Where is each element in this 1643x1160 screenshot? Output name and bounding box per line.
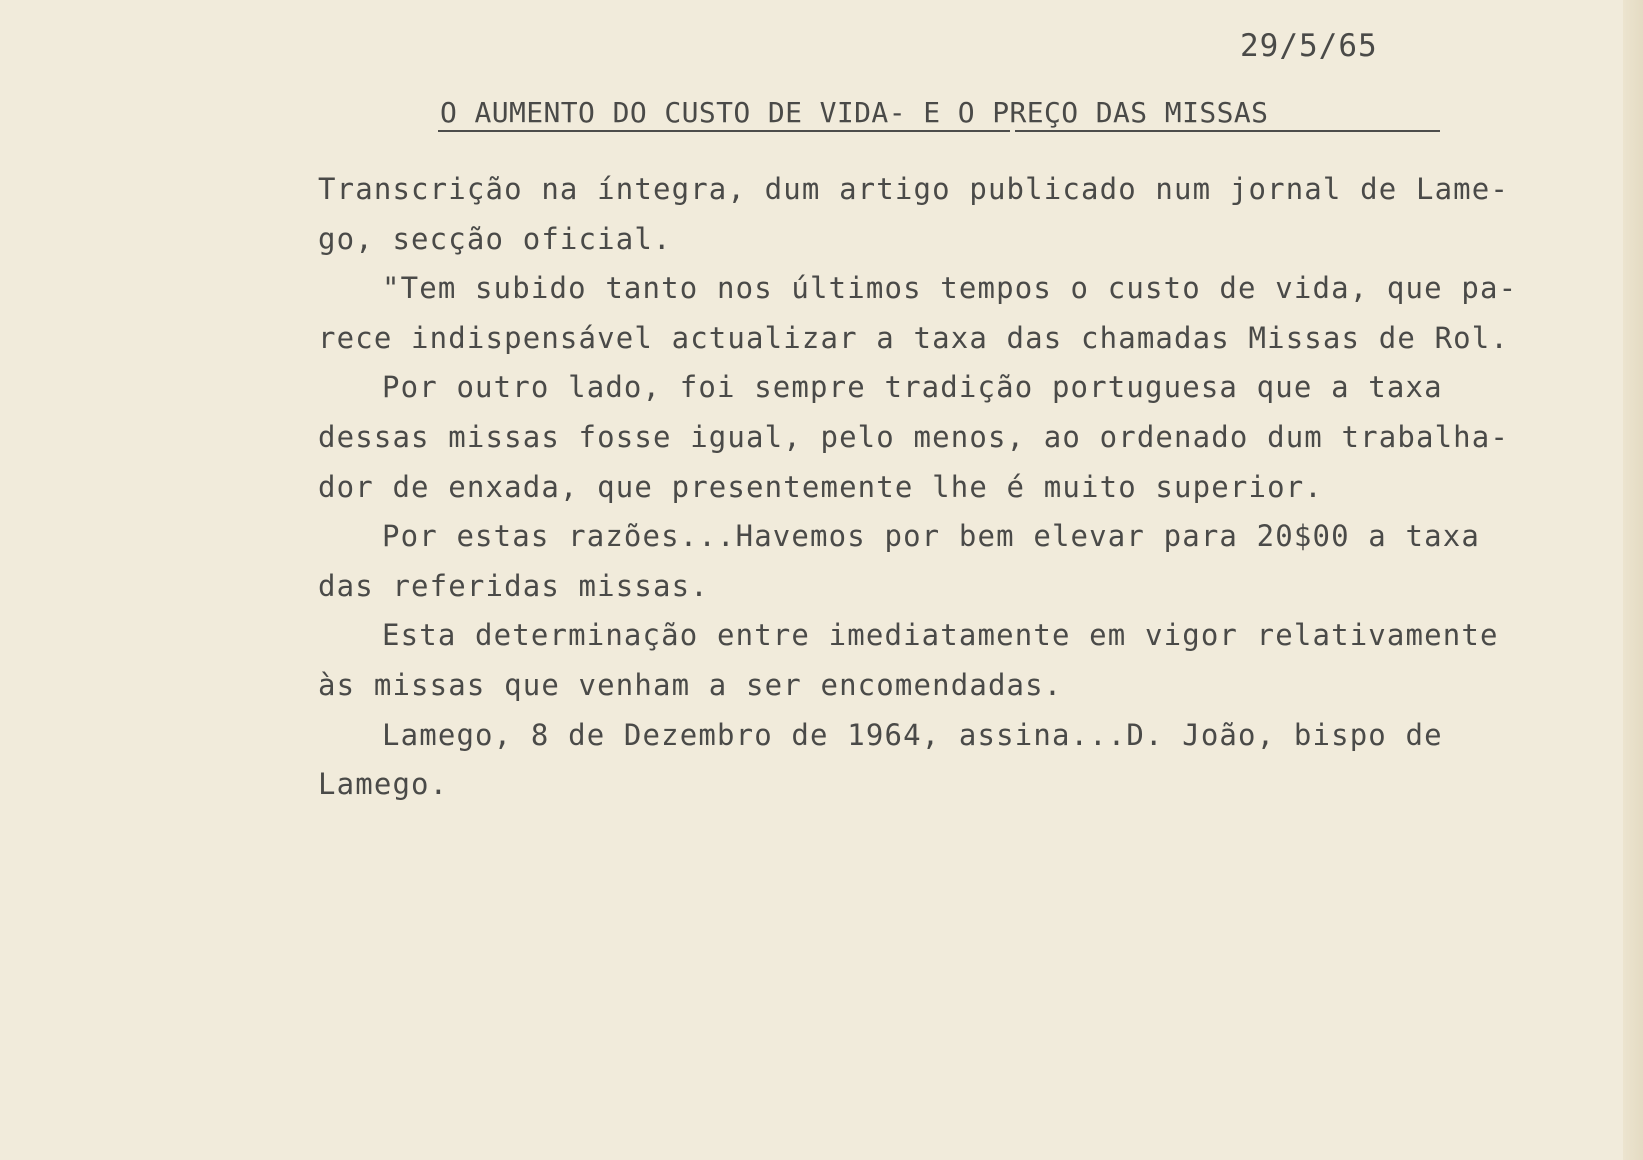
body-line: Lamego, 8 de Dezembro de 1964, assina...D. João, bispo de (382, 717, 1443, 752)
body-line: rece indispensável actualizar a taxa das chamadas Missas de Rol. (318, 320, 1510, 355)
document-title: O AUMENTO DO CUSTO DE VIDA- E O PREÇO DAS MISSAS (440, 96, 1269, 129)
body-line: Por outro lado, foi sempre tradição portuguesa que a taxa (382, 370, 1443, 405)
body-line: às missas que venham a ser encomendadas. (318, 667, 1063, 702)
body-line: Lamego. (318, 767, 449, 802)
document-date: 29/5/65 (1240, 28, 1378, 64)
document-body (318, 165, 1517, 810)
body-line: "Tem subido tanto nos últimos tempos o custo de vida, que pa- (382, 271, 1518, 306)
card-edge (1623, 0, 1643, 1160)
body-line: Esta determinação entre imediatamente em vigor relativamente (382, 618, 1499, 653)
title-underline-left (438, 130, 1010, 132)
body-line: go, secção oficial. (318, 221, 672, 256)
title-underline-right (1015, 130, 1440, 132)
body-line: dessas missas fosse igual, pelo menos, ao ordenado dum trabalha- (318, 419, 1510, 454)
body-line: dor de enxada, que presentemente lhe é muito superior. (318, 469, 1323, 504)
body-line: Por estas razões...Havemos por bem elevar para 20$00 a taxa (382, 519, 1480, 554)
body-line: Transcrição na íntegra, dum artigo publicado num jornal de Lame- (318, 172, 1510, 206)
body-line: das referidas missas. (318, 568, 709, 603)
